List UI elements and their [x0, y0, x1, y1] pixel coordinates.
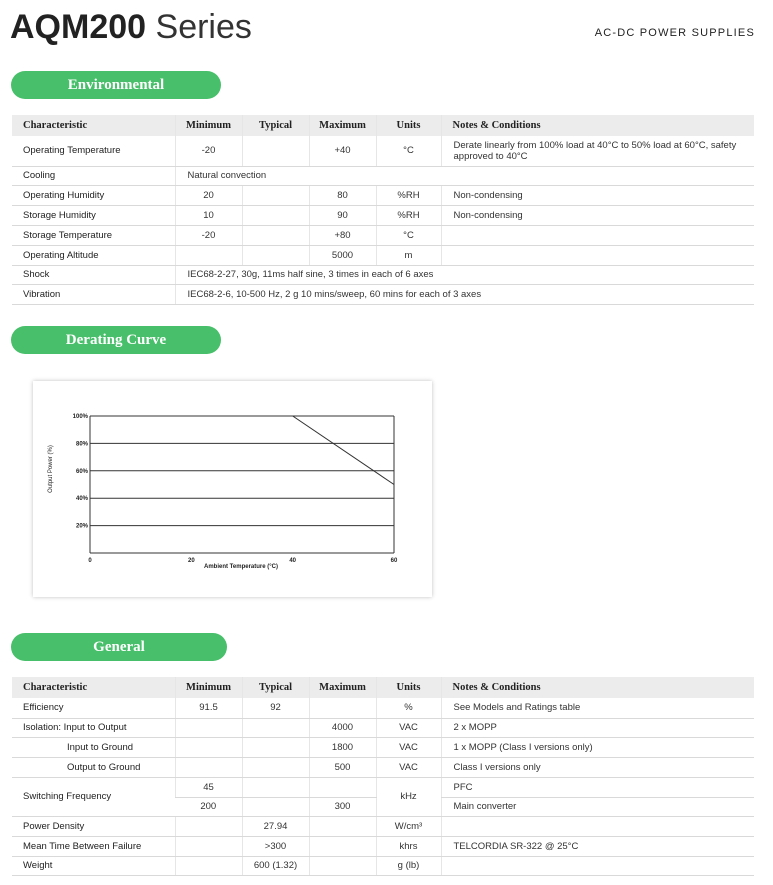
row-label: Operating Humidity: [12, 185, 175, 205]
typ-value: [242, 797, 309, 816]
typ-value: [242, 718, 309, 737]
typ-value: [242, 136, 309, 166]
max-value: 90: [309, 205, 376, 225]
max-value: [309, 698, 376, 718]
row-label: Isolation: Input to Output: [12, 718, 175, 737]
units-value: VAC: [376, 737, 441, 757]
min-value: [175, 816, 242, 836]
max-value: 300: [309, 797, 376, 816]
typ-value: 600 (1.32): [242, 856, 309, 875]
typ-value: [242, 185, 309, 205]
table-row: [12, 698, 754, 718]
row-label: Shock: [12, 265, 175, 284]
table-row: [12, 856, 754, 875]
row-label: Cooling: [12, 166, 175, 185]
row-label: Input to Ground: [12, 737, 175, 757]
max-value: +40: [309, 136, 376, 166]
units-value: %RH: [376, 185, 441, 205]
row-label: Operating Temperature: [12, 136, 175, 166]
col-maximum: Maximum: [309, 115, 376, 136]
derating-chart: [33, 381, 432, 597]
table-row: [12, 166, 754, 185]
units-value: %: [376, 698, 441, 718]
table-header-row: [12, 115, 754, 136]
table-row: [12, 185, 754, 205]
notes-value: [441, 856, 754, 875]
col-minimum: Minimum: [175, 115, 242, 136]
typ-value: 92: [242, 698, 309, 718]
row-label: Power Density: [12, 816, 175, 836]
max-value: [309, 856, 376, 875]
series-suffix: Series: [155, 8, 252, 46]
notes-value: [441, 245, 754, 265]
x-tick-label: 0: [88, 558, 92, 564]
section-general: General: [11, 633, 227, 661]
col-minimum: Minimum: [175, 677, 242, 698]
col-characteristic: Characteristic: [12, 115, 175, 136]
typ-value: [242, 225, 309, 245]
col-typical: Typical: [242, 677, 309, 698]
y-tick-label: 20%: [75, 523, 88, 530]
max-value: 5000: [309, 245, 376, 265]
min-value: [175, 757, 242, 777]
table-header-row: [12, 677, 754, 698]
table-row: [12, 816, 754, 836]
col-maximum: Maximum: [309, 677, 376, 698]
row-label: Storage Humidity: [12, 205, 175, 225]
col-units: Units: [376, 677, 441, 698]
typ-value: [242, 757, 309, 777]
units-value: W/cm³: [376, 816, 441, 836]
category-label: AC-DC POWER SUPPLIES: [594, 27, 755, 39]
units-value: %RH: [376, 205, 441, 225]
page-title: [10, 8, 252, 47]
col-notes: Notes & Conditions: [441, 115, 754, 136]
span-value: Natural convection: [175, 166, 754, 185]
max-value: [309, 836, 376, 856]
x-tick-label: 40: [289, 558, 297, 564]
notes-value: 2 x MOPP: [441, 718, 754, 737]
units-value: kHz: [376, 777, 441, 816]
col-units: Units: [376, 115, 441, 136]
typ-value: [242, 737, 309, 757]
table-row: [12, 757, 754, 777]
x-tick-label: 20: [187, 558, 195, 564]
row-label: Vibration: [12, 284, 175, 304]
span-value: IEC68-2-6, 10-500 Hz, 2 g 10 mins/sweep, 60 mins for each of 3 axes: [175, 284, 754, 304]
units-value: g (lb): [376, 856, 441, 875]
row-label: Operating Altitude: [12, 245, 175, 265]
max-value: [309, 777, 376, 797]
table-row: [12, 265, 754, 284]
min-value: [175, 718, 242, 737]
min-value: [175, 737, 242, 757]
row-label: Weight: [12, 856, 175, 875]
span-value: IEC68-2-27, 30g, 11ms half sine, 3 times in each of 6 axes: [175, 265, 754, 284]
table-row: [12, 225, 754, 245]
row-label: Storage Temperature: [12, 225, 175, 245]
max-value: [309, 816, 376, 836]
units-value: °C: [376, 136, 441, 166]
max-value: +80: [309, 225, 376, 245]
table-row: [12, 718, 754, 737]
min-value: 200: [175, 797, 242, 816]
row-label: Mean Time Between Failure: [12, 836, 175, 856]
typ-value: 27.94: [242, 816, 309, 836]
units-value: m: [376, 245, 441, 265]
typ-value: [242, 205, 309, 225]
typ-value: [242, 245, 309, 265]
units-value: VAC: [376, 718, 441, 737]
min-value: -20: [175, 136, 242, 166]
min-value: [175, 836, 242, 856]
notes-value: Non-condensing: [441, 185, 754, 205]
notes-value: Derate linearly from 100% load at 40°C to 50% load at 60°C, safety approved to 40°C: [441, 136, 754, 166]
col-characteristic: Characteristic: [12, 677, 175, 698]
min-value: 45: [175, 777, 242, 797]
derating-series-line: [90, 416, 394, 485]
col-typical: Typical: [242, 115, 309, 136]
max-value: 1800: [309, 737, 376, 757]
series-name: AQM200: [10, 8, 147, 46]
table-row: [12, 737, 754, 757]
min-value: [175, 856, 242, 875]
section-environmental: Environmental: [11, 71, 221, 99]
x-axis-label: Ambient Temperature (°C): [204, 564, 278, 570]
typ-value: [242, 777, 309, 797]
notes-value: Non-condensing: [441, 205, 754, 225]
row-label: Switching Frequency: [12, 777, 175, 816]
y-axis-label: Output Power (%): [48, 445, 54, 493]
table-row: [12, 777, 754, 797]
table-row: [12, 284, 754, 304]
min-value: 20: [175, 185, 242, 205]
section-derating-curve: Derating Curve: [11, 326, 221, 354]
environmental-table: [12, 115, 754, 305]
max-value: 4000: [309, 718, 376, 737]
min-value: 10: [175, 205, 242, 225]
x-tick-label: 60: [390, 558, 398, 564]
notes-value: Main converter: [441, 797, 754, 816]
units-value: °C: [376, 225, 441, 245]
table-row: [12, 136, 754, 166]
max-value: 80: [309, 185, 376, 205]
derating-chart-card: [33, 381, 432, 597]
min-value: [175, 245, 242, 265]
min-value: 91.5: [175, 698, 242, 718]
notes-value: Class I versions only: [441, 757, 754, 777]
min-value: -20: [175, 225, 242, 245]
table-row: [12, 245, 754, 265]
row-label: Efficiency: [12, 698, 175, 718]
notes-value: [441, 225, 754, 245]
y-tick-label: 40%: [75, 496, 88, 503]
units-value: khrs: [376, 836, 441, 856]
y-tick-label: 100%: [72, 414, 88, 420]
table-row: [12, 205, 754, 225]
max-value: 500: [309, 757, 376, 777]
notes-value: TELCORDIA SR-322 @ 25°C: [441, 836, 754, 856]
units-value: VAC: [376, 757, 441, 777]
notes-value: 1 x MOPP (Class I versions only): [441, 737, 754, 757]
table-row: [12, 836, 754, 856]
col-notes: Notes & Conditions: [441, 677, 754, 698]
notes-value: See Models and Ratings table: [441, 698, 754, 718]
notes-value: PFC: [441, 777, 754, 797]
general-table: [12, 677, 754, 876]
y-tick-label: 60%: [75, 468, 88, 475]
notes-value: [441, 816, 754, 836]
row-label: Output to Ground: [12, 757, 175, 777]
typ-value: >300: [242, 836, 309, 856]
y-tick-label: 80%: [75, 441, 88, 448]
